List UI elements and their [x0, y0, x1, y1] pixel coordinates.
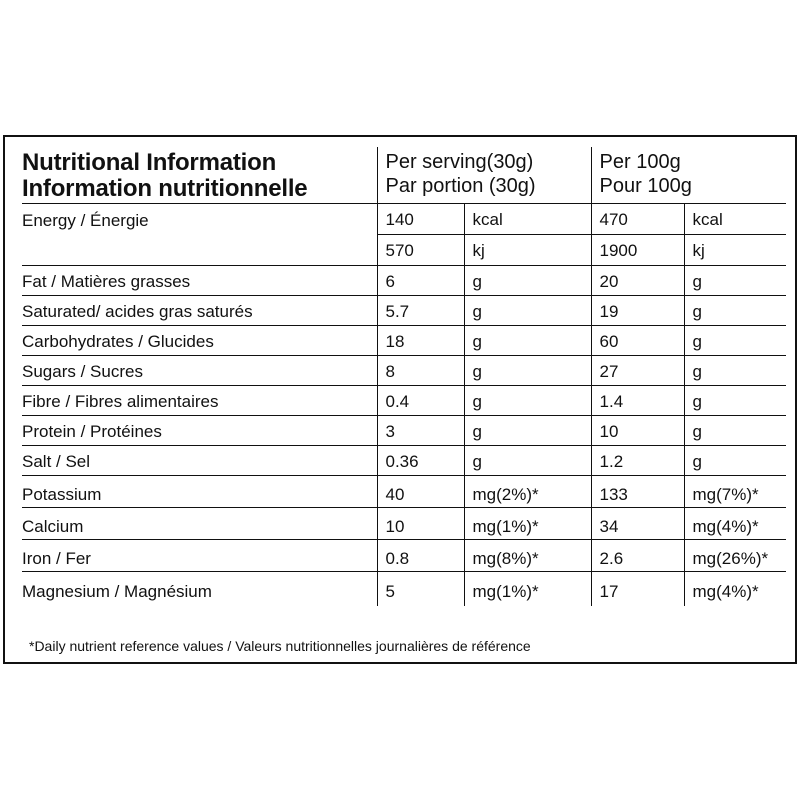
energy-kcal-row	[22, 203, 786, 234]
energy-kcal-per100: 470	[591, 203, 684, 234]
nutrient-label: Protein / Protéines	[22, 415, 377, 445]
serving-value: 18	[377, 325, 464, 355]
per100-unit: g	[684, 355, 786, 385]
table-row	[22, 445, 786, 475]
per-100g-french: Pour 100g	[599, 175, 692, 197]
nutrient-label: Saturated/ acides gras saturés	[22, 295, 377, 325]
per100-value: 133	[591, 475, 684, 507]
table-row	[22, 265, 786, 295]
serving-value: 5.7	[377, 295, 464, 325]
serving-value: 5	[377, 571, 464, 606]
per100-value: 2.6	[591, 539, 684, 571]
energy-kcal-serving-unit: kcal	[464, 203, 591, 234]
nutrient-label: Potassium	[22, 475, 377, 507]
per-100g-english: Per 100g	[599, 151, 681, 173]
serving-value: 3	[377, 415, 464, 445]
title-french: Information nutritionnelle	[22, 175, 308, 202]
nutrient-label: Carbohydrates / Glucides	[22, 325, 377, 355]
serving-value: 6	[377, 265, 464, 295]
table-row	[22, 475, 786, 507]
nutrient-label: Fibre / Fibres alimentaires	[22, 385, 377, 415]
per100-value: 60	[591, 325, 684, 355]
per100-value: 1.2	[591, 445, 684, 475]
nutrient-label: Calcium	[22, 507, 377, 539]
serving-unit: g	[464, 445, 591, 475]
per100-value: 27	[591, 355, 684, 385]
per100-unit: g	[684, 325, 786, 355]
reference-values-footnote: *Daily nutrient reference values / Valeurs nutritionnelles journalières de référence	[29, 638, 531, 654]
table-row	[22, 415, 786, 445]
energy-kj-per100: 1900	[591, 234, 684, 265]
energy-kj-per100-unit: kj	[684, 234, 786, 265]
serving-unit: mg(2%)*	[464, 475, 591, 507]
title-english: Nutritional Information	[22, 149, 277, 176]
table-header-row	[22, 147, 786, 203]
table-row	[22, 325, 786, 355]
per100-unit: mg(4%)*	[684, 571, 786, 606]
table-row	[22, 507, 786, 539]
per100-value: 10	[591, 415, 684, 445]
serving-unit: mg(8%)*	[464, 539, 591, 571]
serving-unit: mg(1%)*	[464, 571, 591, 606]
per100-unit: g	[684, 385, 786, 415]
per100-value: 20	[591, 265, 684, 295]
nutrient-label: Magnesium / Magnésium	[22, 571, 377, 606]
per100-unit: mg(26%)*	[684, 539, 786, 571]
nutrient-label: Sugars / Sucres	[22, 355, 377, 385]
per-serving-french: Par portion (30g)	[385, 175, 536, 197]
per100-unit: g	[684, 445, 786, 475]
nutrient-label: Iron / Fer	[22, 539, 377, 571]
per100-unit: mg(4%)*	[684, 507, 786, 539]
per-serving-header	[377, 147, 591, 203]
nutrient-label: Salt / Sel	[22, 445, 377, 475]
energy-kcal-serving: 140	[377, 203, 464, 234]
serving-unit: g	[464, 265, 591, 295]
per100-value: 17	[591, 571, 684, 606]
serving-value: 40	[377, 475, 464, 507]
serving-unit: g	[464, 295, 591, 325]
energy-kcal-per100-unit: kcal	[684, 203, 786, 234]
per100-value: 19	[591, 295, 684, 325]
serving-value: 0.36	[377, 445, 464, 475]
serving-value: 0.4	[377, 385, 464, 415]
per100-unit: mg(7%)*	[684, 475, 786, 507]
serving-unit: g	[464, 415, 591, 445]
table-row	[22, 539, 786, 571]
table-row	[22, 295, 786, 325]
nutrition-panel	[3, 135, 797, 664]
energy-label: Energy / Énergie	[22, 203, 377, 265]
per-serving-english: Per serving(30g)	[385, 151, 534, 173]
per100-unit: g	[684, 295, 786, 325]
serving-value: 0.8	[377, 539, 464, 571]
nutrition-table	[22, 147, 786, 606]
energy-kj-serving: 570	[377, 234, 464, 265]
per100-value: 1.4	[591, 385, 684, 415]
per100-value: 34	[591, 507, 684, 539]
per-100g-header	[591, 147, 786, 203]
per100-unit: g	[684, 415, 786, 445]
nutrient-label: Fat / Matières grasses	[22, 265, 377, 295]
serving-unit: mg(1%)*	[464, 507, 591, 539]
per100-unit: g	[684, 265, 786, 295]
serving-unit: g	[464, 355, 591, 385]
table-title-cell	[22, 147, 377, 203]
serving-unit: g	[464, 385, 591, 415]
serving-value: 10	[377, 507, 464, 539]
table-row	[22, 571, 786, 606]
serving-unit: g	[464, 325, 591, 355]
energy-kj-serving-unit: kj	[464, 234, 591, 265]
serving-value: 8	[377, 355, 464, 385]
table-row	[22, 355, 786, 385]
table-row	[22, 385, 786, 415]
